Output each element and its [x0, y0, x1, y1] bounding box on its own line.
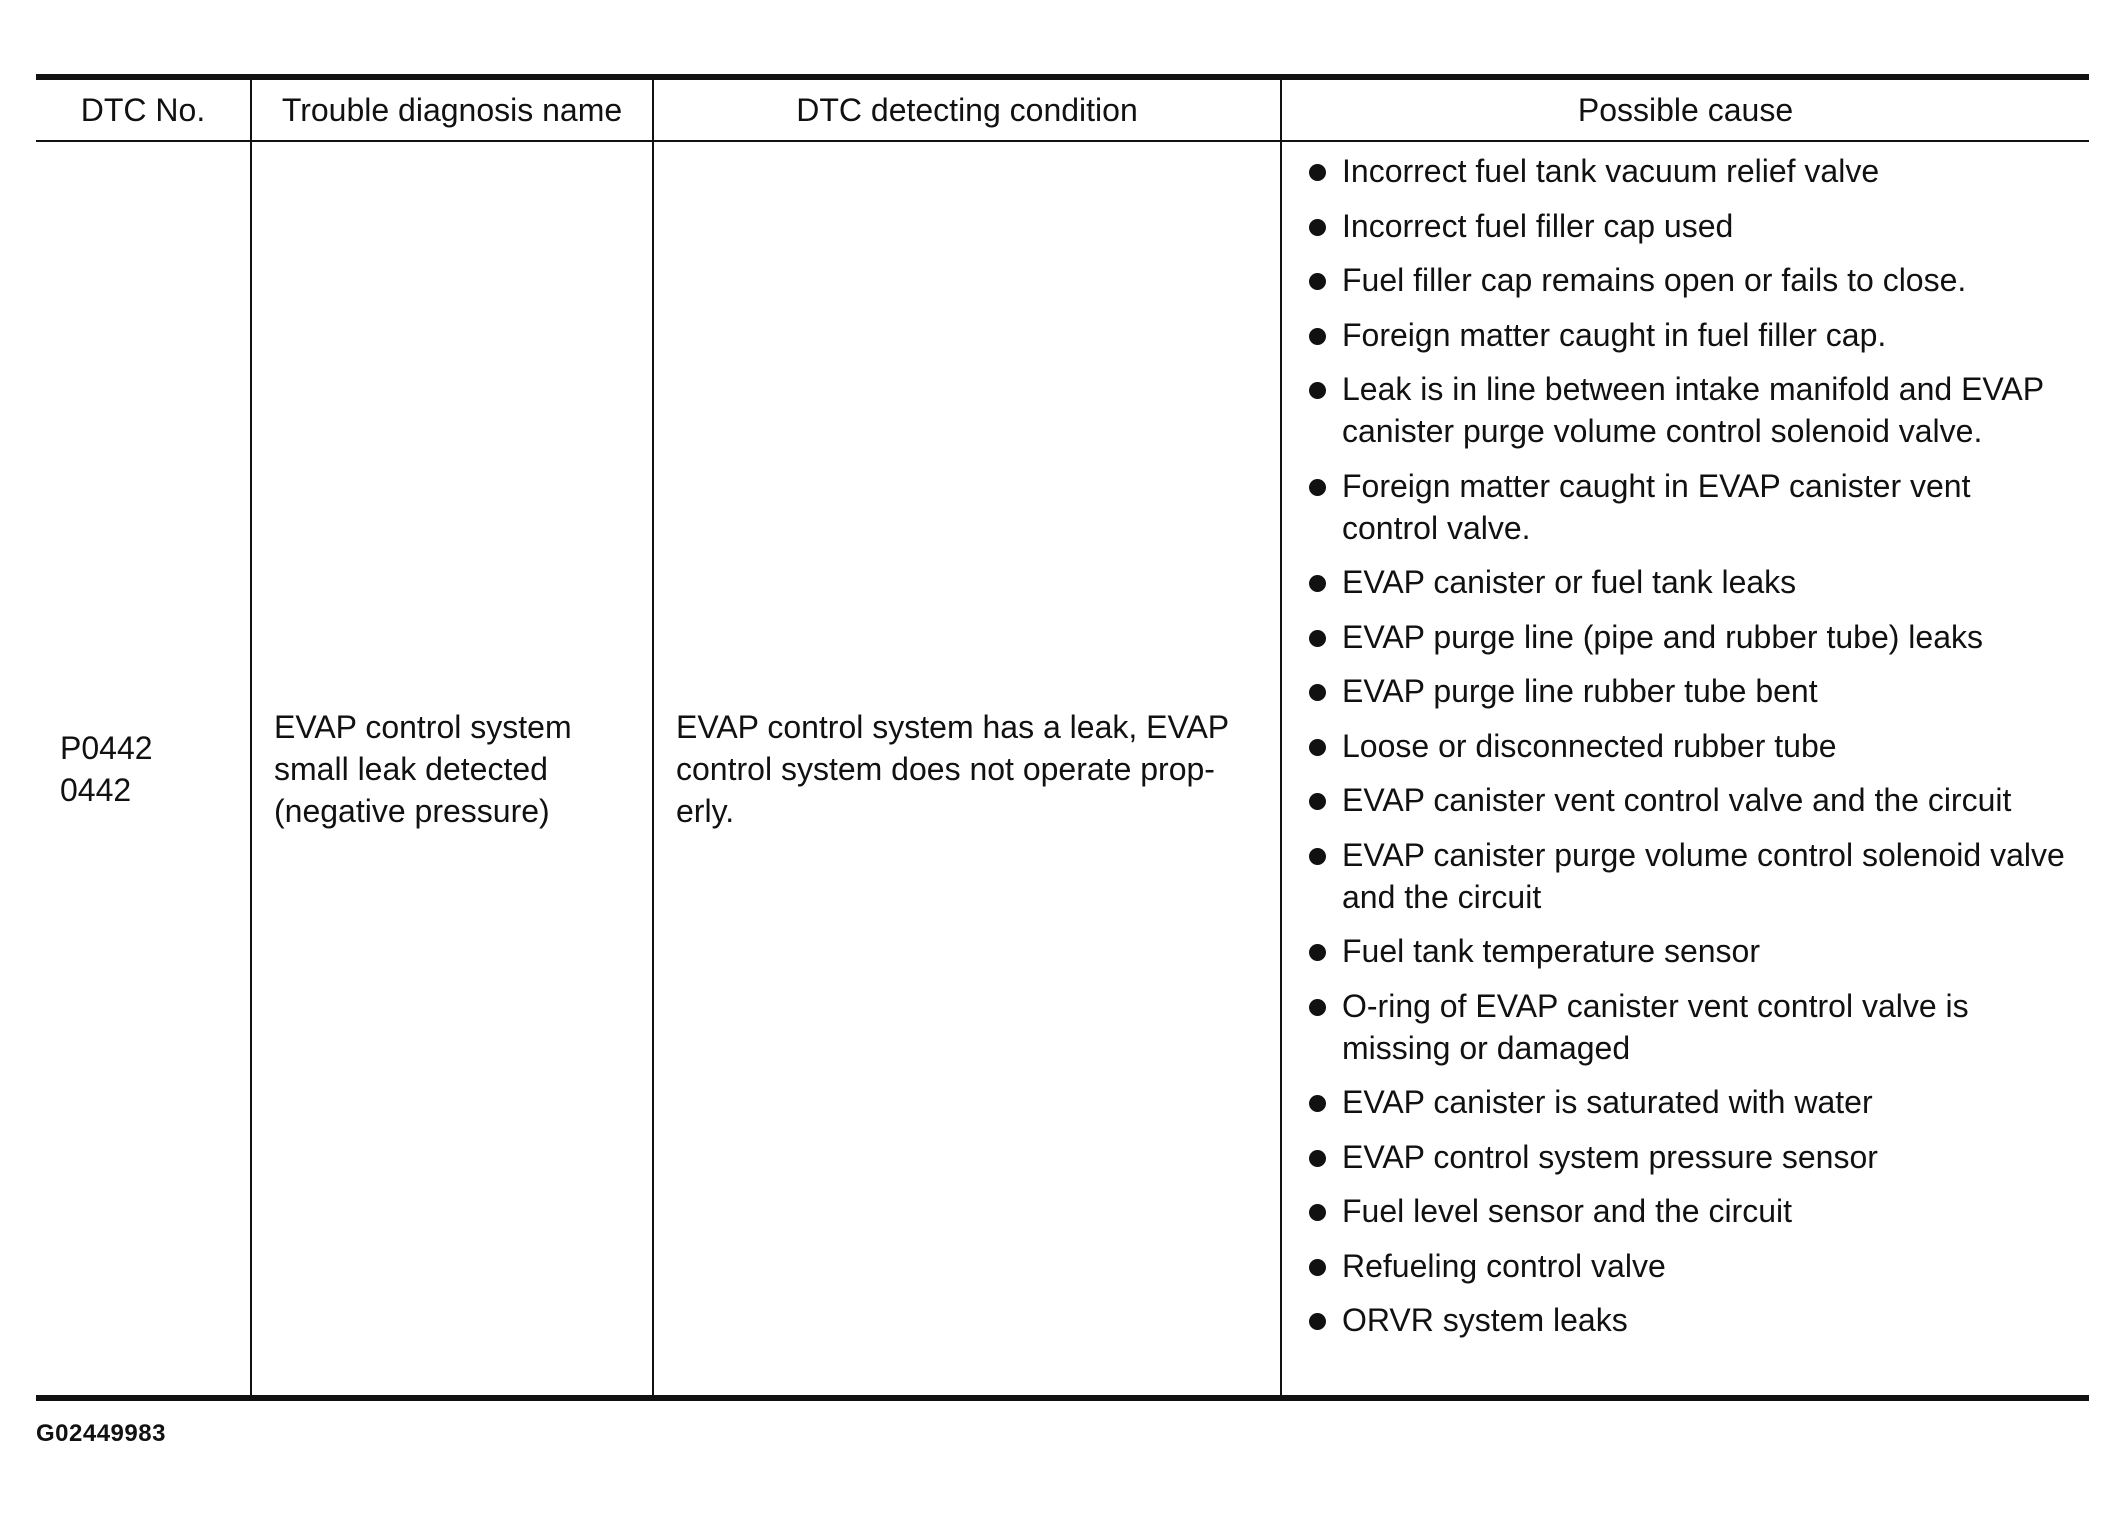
detecting-condition-line: EVAP control system has a leak, EVAP: [676, 708, 1230, 745]
dtc-table: [36, 74, 2089, 1401]
list-item: Refueling control valve: [1342, 1245, 2071, 1287]
list-item: EVAP canister or fuel tank leaks: [1342, 561, 2071, 603]
diagnosis-name-line: small leak detected: [274, 750, 548, 787]
header-trouble-diagnosis-name: Trouble diagnosis name: [252, 80, 654, 140]
list-item: Fuel tank temperature sensor: [1342, 930, 2071, 972]
list-item: O-ring of EVAP canister vent control valve is missing or damaged: [1342, 985, 2071, 1069]
table-header-row: [36, 80, 2089, 142]
possible-cause-list: [1282, 142, 2089, 1341]
dtc-code-short: 0442: [60, 771, 132, 808]
detecting-condition-line: erly.: [676, 792, 735, 829]
list-item: EVAP canister vent control valve and the circuit: [1342, 779, 2071, 821]
dtc-code: P0442: [60, 729, 153, 766]
list-item: EVAP control system pressure sensor: [1342, 1136, 2071, 1178]
list-item: EVAP canister purge volume control solenoid valve and the circuit: [1342, 834, 2071, 918]
header-dtc-detecting-condition: DTC detecting condition: [654, 80, 1282, 140]
detecting-condition-line: control system does not operate prop-: [676, 750, 1215, 787]
cell-dtc-no: [36, 142, 252, 1395]
list-item: Fuel level sensor and the circuit: [1342, 1190, 2071, 1232]
list-item: EVAP purge line (pipe and rubber tube) leaks: [1342, 616, 2071, 658]
header-possible-cause: Possible cause: [1577, 92, 1794, 128]
cell-possible-cause: [1282, 142, 2089, 1395]
list-item: Leak is in line between intake manifold and EVAP canister purge volume control solenoid valve.: [1342, 368, 2071, 452]
list-item: Incorrect fuel filler cap used: [1342, 205, 2071, 247]
diagnosis-name-line: EVAP control system: [274, 708, 572, 745]
list-item: EVAP canister is saturated with water: [1342, 1081, 2071, 1123]
list-item: EVAP purge line rubber tube bent: [1342, 670, 2071, 712]
list-item: Fuel filler cap remains open or fails to close.: [1342, 259, 2071, 301]
diagnosis-name-line: (negative pressure): [274, 792, 550, 829]
header-dtc-no: DTC No.: [36, 80, 252, 140]
list-item: Incorrect fuel tank vacuum relief valve: [1342, 150, 2071, 192]
list-item: ORVR system leaks: [1342, 1299, 2071, 1341]
table-row: [36, 142, 2089, 1395]
list-item: Loose or disconnected rubber tube: [1342, 725, 2071, 767]
cell-trouble-diagnosis-name: [252, 142, 654, 1395]
figure-id: G02449983: [36, 1420, 166, 1447]
cell-dtc-detecting-condition: [654, 142, 1282, 1395]
list-item: Foreign matter caught in EVAP canister vent control valve.: [1342, 465, 2071, 549]
list-item: Foreign matter caught in fuel filler cap.: [1342, 314, 2071, 356]
